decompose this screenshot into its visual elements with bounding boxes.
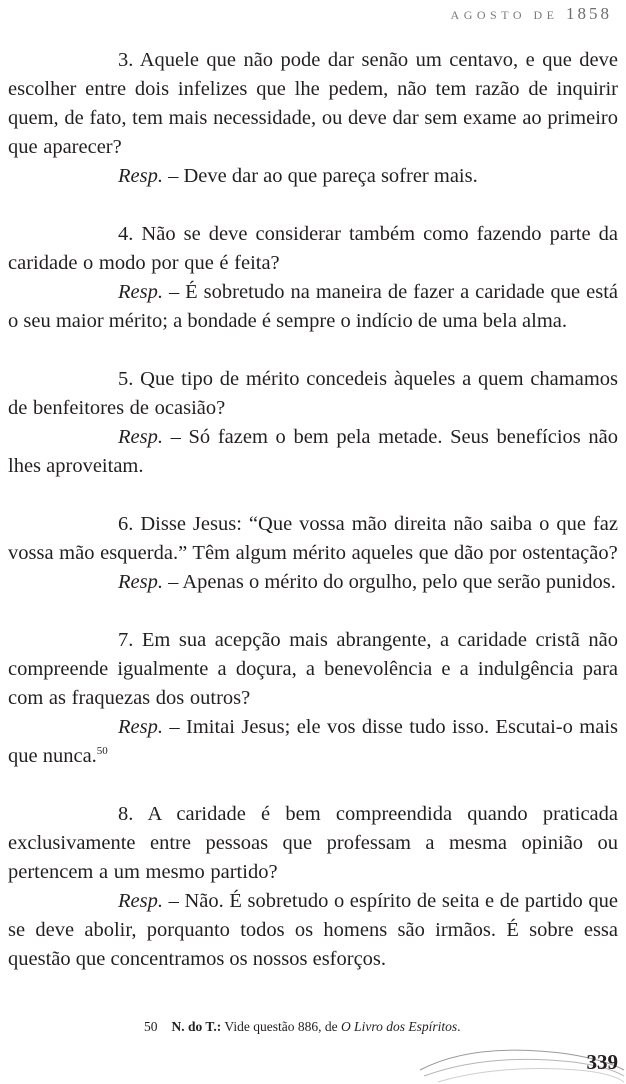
question-text: 4. Não se deve considerar também como fazendo parte da caridade o modo por que é feita? xyxy=(8,223,618,274)
question-text: 6. Disse Jesus: “Que vossa mão direita não saiba o que faz vossa mão esquerda.” Têm algum mérito aqueles que dão por ostentação? xyxy=(8,513,618,564)
question-text: 7. Em sua acepção mais abrangente, a caridade cristã não compreende igualmente a doçura, a benevolência e a indulgência para com as fraquezas dos outros? xyxy=(8,629,618,709)
qa-item-3 xyxy=(8,46,618,191)
resp-label: Resp. xyxy=(118,890,163,912)
footnote-reference[interactable]: 50 xyxy=(96,745,108,758)
footnote xyxy=(144,1018,604,1036)
answer-text: – Não. É sobretudo o espírito de seita e de partido que se deve abolir, porquanto todos os homens são irmãos. É sobre essa questão que concentramos os nossos esforços. xyxy=(8,890,618,970)
answer-paragraph xyxy=(8,887,618,974)
question-text: 8. A caridade é bem compreendida quando praticada exclusivamente entre pessoas que professam a mesma opinião ou pertencem a um mesmo partido? xyxy=(8,803,618,883)
answer-text: – Imitai Jesus; ele vos disse tudo isso. Escutai-o mais que nunca. xyxy=(8,716,618,767)
footnote-number: 50 xyxy=(144,1019,158,1034)
footnote-label: N. do T.: xyxy=(171,1019,222,1034)
answer-paragraph xyxy=(8,713,618,771)
resp-label: Resp. xyxy=(118,165,163,187)
resp-label: Resp. xyxy=(118,716,163,738)
answer-paragraph xyxy=(8,278,618,336)
footnote-end: . xyxy=(457,1019,461,1034)
answer-paragraph xyxy=(8,162,618,191)
answer-text: – Deve dar ao que pareça sofrer mais. xyxy=(162,165,478,187)
answer-text: – Apenas o mérito do orgulho, pelo que serão punidos. xyxy=(162,571,616,593)
answer-text: – É sobretudo na maneira de fazer a caridade que está o seu maior mérito; a bondade é sempre o indício de uma bela alma. xyxy=(8,281,618,332)
answer-paragraph xyxy=(8,568,618,597)
qa-item-8 xyxy=(8,800,618,974)
resp-label: Resp. xyxy=(118,571,163,593)
header-year: 1858 xyxy=(566,4,612,23)
question-text: 3. Aquele que não pode dar senão um centavo, e que deve escolher entre dois infelizes que lhe pedem, não tem razão de inquirir quem, de fato, tem mais necessidade, ou deve dar sem exame ao primeiro que aparecer? xyxy=(8,49,618,158)
page-body xyxy=(8,46,618,1003)
question-text: 5. Que tipo de mérito concedeis àqueles a quem chamamos de benfeitores de ocasião? xyxy=(8,368,618,419)
footnote-book-title: O Livro dos Espíritos xyxy=(340,1019,458,1034)
running-header xyxy=(451,4,612,24)
qa-item-7 xyxy=(8,626,618,771)
footnote-text: Vide questão 886, de xyxy=(221,1019,341,1034)
qa-item-6 xyxy=(8,510,618,597)
qa-item-4 xyxy=(8,220,618,336)
header-month: AGOSTO DE xyxy=(450,8,559,22)
page-number: 339 xyxy=(586,1050,618,1074)
answer-paragraph xyxy=(8,423,618,481)
resp-label: Resp. xyxy=(118,426,163,448)
qa-item-5 xyxy=(8,365,618,481)
resp-label: Resp. xyxy=(118,281,163,303)
answer-text: – Só fazem o bem pela metade. Seus benefícios não lhes aproveitam. xyxy=(8,426,618,477)
